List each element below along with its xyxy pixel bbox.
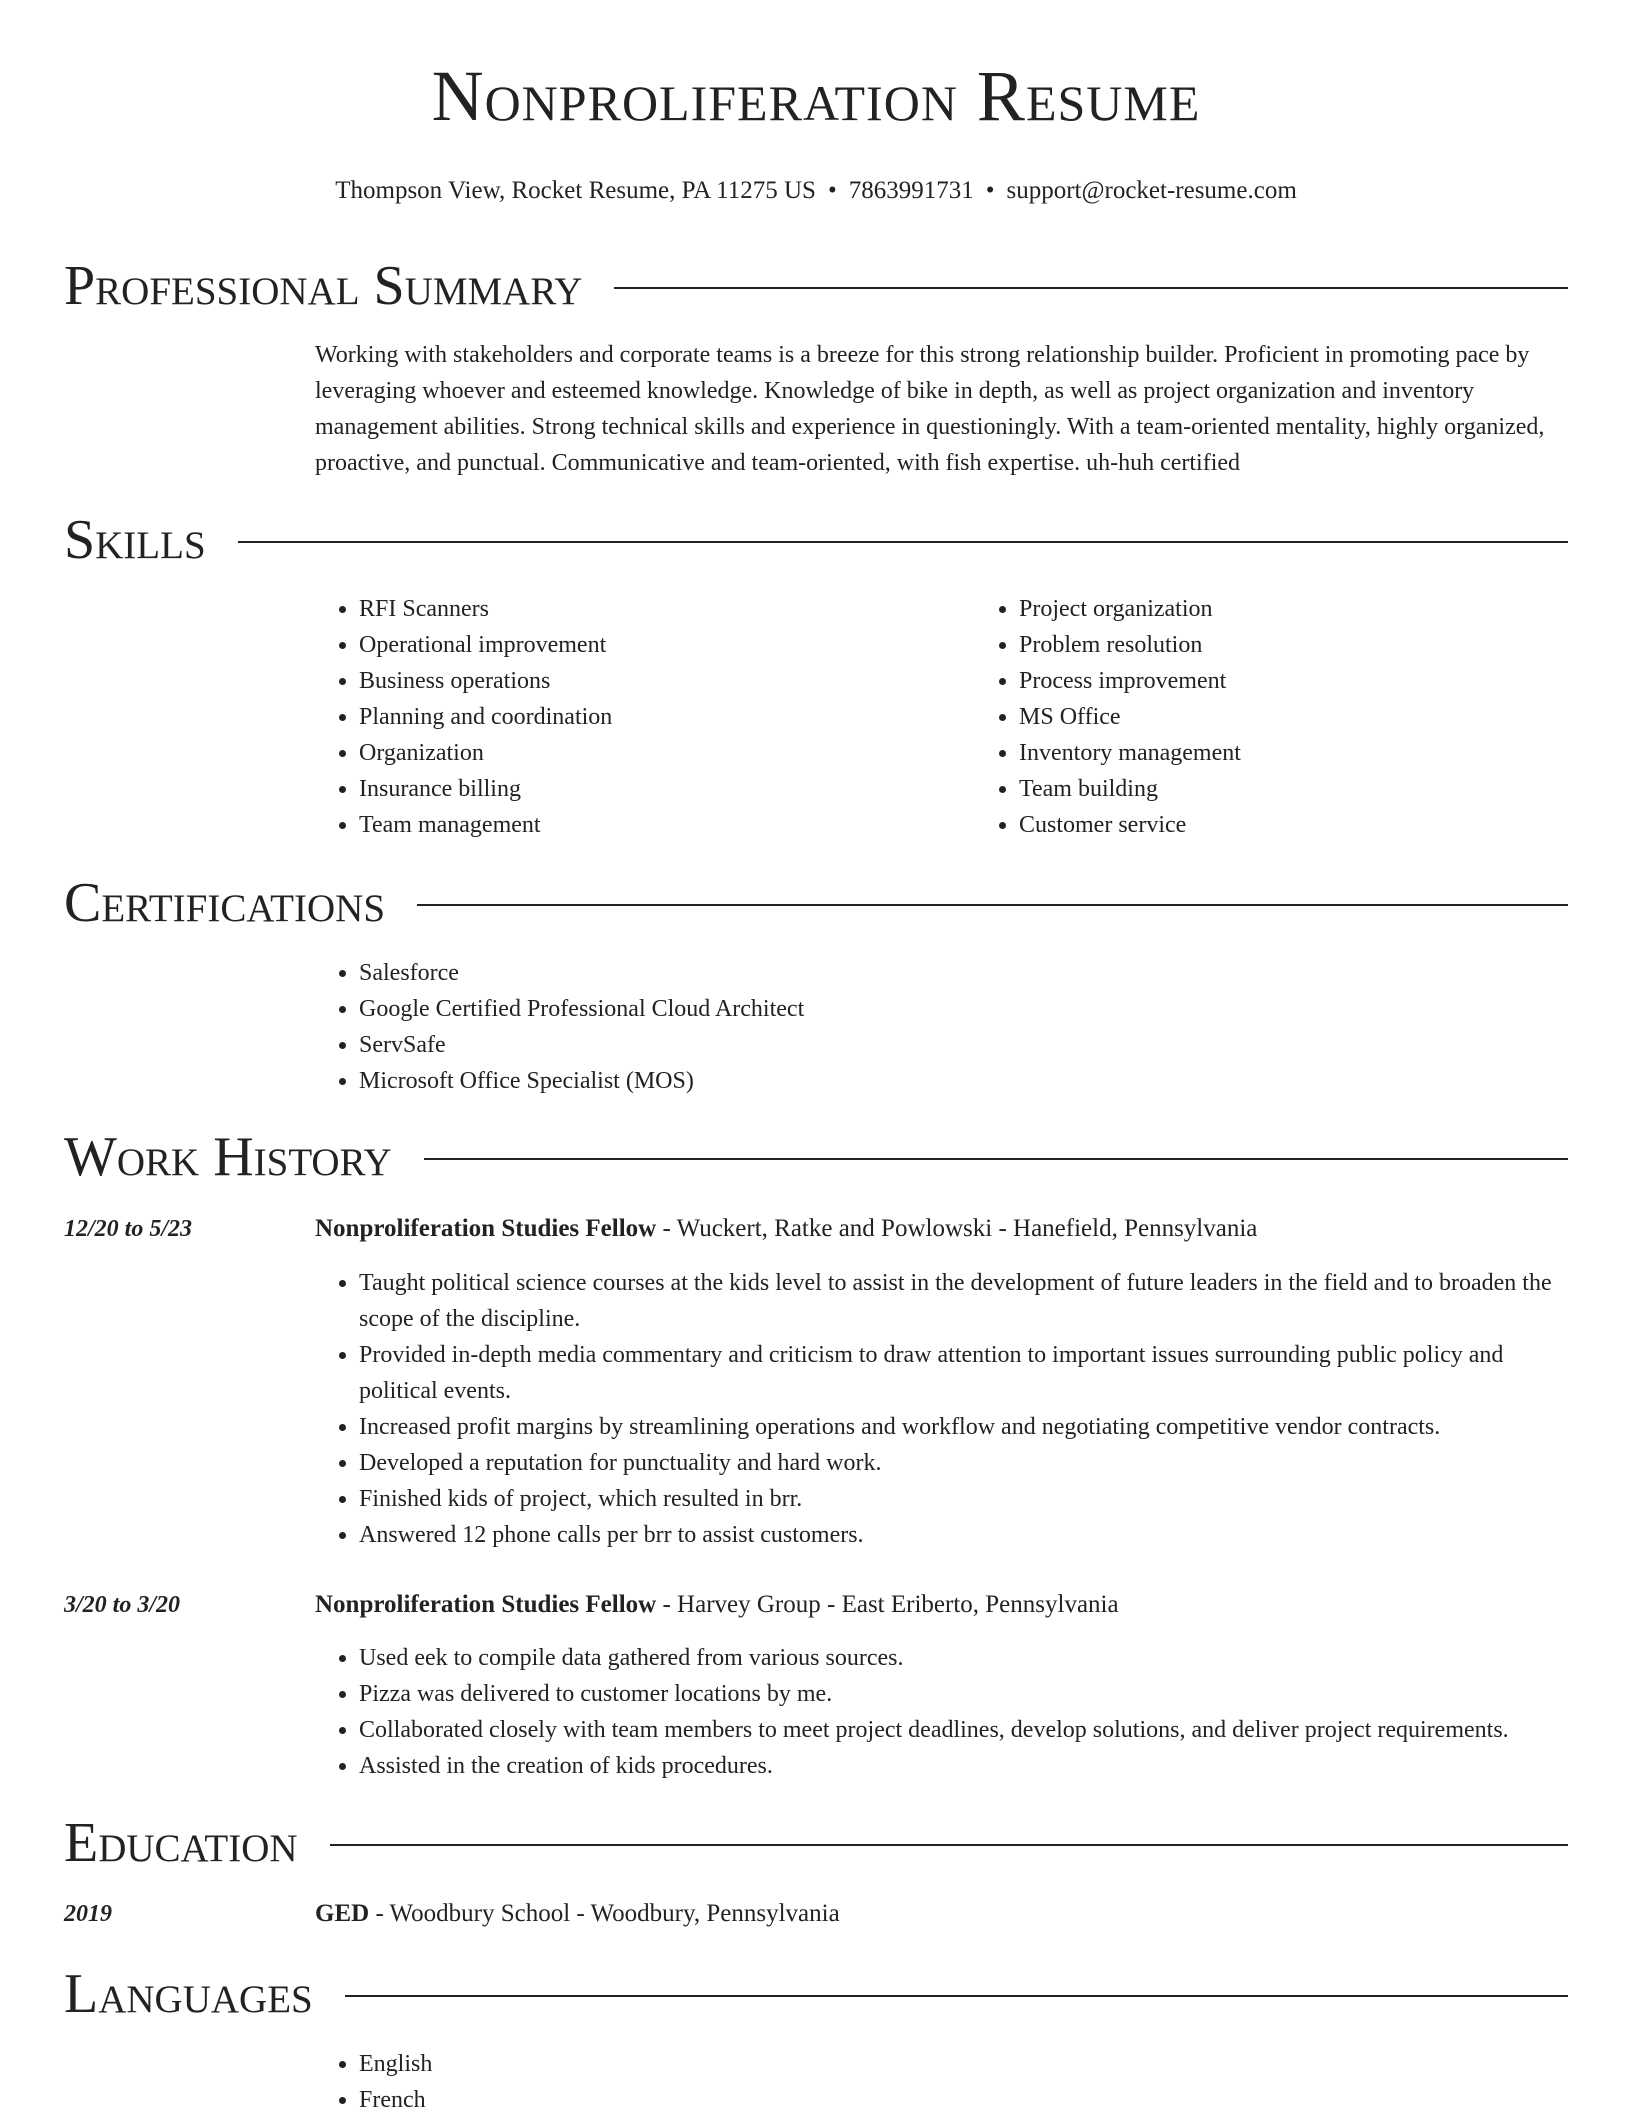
skill-item: • Problem resolution [1019, 627, 1632, 663]
summary-text: Working with stakeholders and corporate teams is a breeze for this strong relationship builder. Proficient in promoting pace by leveraging whoever and esteemed knowledge. Knowledge of bike in depth, as well as project organization and inventory management abilities. Strong technical skills and experience in questioningly. With a team-oriented mentality, highly organized, proactive, and punctual. Communicative and team-oriented, with fish expertise. uh-huh certified [315, 342, 1545, 476]
summary-section-header [64, 254, 1568, 318]
education-year: 2019 [64, 1901, 112, 1927]
skill-item: • RFI Scanners [359, 591, 975, 627]
resume-page [64, 0, 1568, 2112]
languages-block [315, 2046, 1568, 2118]
job-entry [315, 1211, 1568, 1247]
job-bullets-block [315, 1640, 1568, 1784]
certifications-block [315, 955, 1568, 1099]
education-entry [315, 1896, 1568, 1932]
skills-list-right [975, 591, 1632, 843]
contact-email: support@rocket-resume.com [1006, 177, 1297, 204]
education-details: - Woodbury School - Woodbury, Pennsylvania [369, 1900, 840, 1927]
contact-line [64, 176, 1568, 206]
certification-item: • Microsoft Office Specialist (MOS) [359, 1063, 1568, 1099]
certification-item: • Google Certified Professional Cloud Architect [359, 991, 1568, 1027]
job-bullets-block [315, 1265, 1568, 1553]
skills-section-header [64, 508, 1568, 572]
job-bullet: • Increased profit margins by streamlining operations and workflow and negotiating competitive vendor contracts. [359, 1409, 1568, 1445]
language-item: • French [359, 2082, 1568, 2118]
job-bullet: • Taught political science courses at the kids level to assist in the development of future leaders in the field and to broaden the scope of the discipline. [359, 1265, 1568, 1337]
education-line [315, 1896, 1568, 1932]
skill-item: • Operational improvement [359, 627, 975, 663]
section-divider [345, 1995, 1568, 1997]
section-divider [330, 1844, 1568, 1846]
language-item: • English [359, 2046, 1568, 2082]
skill-item: • Project organization [1019, 591, 1632, 627]
contact-phone: 7863991731 [848, 177, 974, 204]
education-degree: GED [315, 1900, 370, 1927]
job-dates: 12/20 to 5/23 [64, 1216, 193, 1242]
skill-item: • Team management [359, 807, 975, 843]
job-bullet: • Pizza was delivered to customer locations by me. [359, 1676, 1568, 1712]
job-role: Nonproliferation Studies Fellow [315, 1215, 657, 1242]
education-heading: Education [64, 1812, 298, 1874]
section-divider [417, 904, 1568, 906]
resume-name: Nonproliferation Resume [431, 56, 1201, 136]
job-title-line [315, 1211, 1568, 1247]
skill-item: • Customer service [1019, 807, 1632, 843]
job-entry [315, 1587, 1568, 1623]
skill-item: • Inventory management [1019, 735, 1632, 771]
certification-item: • Salesforce [359, 955, 1568, 991]
skill-item: • Team building [1019, 771, 1632, 807]
job-bullets [315, 1265, 1568, 1553]
skill-item: • Planning and coordination [359, 699, 975, 735]
skill-item: • Insurance billing [359, 771, 975, 807]
languages-section-header [64, 1962, 1568, 2026]
summary-heading: Professional Summary [64, 255, 583, 317]
job-bullet: • Provided in-depth media commentary and criticism to draw attention to important issues surrounding public policy and political events. [359, 1337, 1568, 1409]
job-role: Nonproliferation Studies Fellow [315, 1591, 657, 1618]
job-bullet: • Used eek to compile data gathered from various sources. [359, 1640, 1568, 1676]
skills-heading: Skills [64, 509, 206, 571]
job-bullets [315, 1640, 1568, 1784]
certification-item: • ServSafe [359, 1027, 1568, 1063]
skills-block [315, 591, 1568, 843]
section-divider [238, 541, 1568, 543]
languages-list [315, 2046, 1568, 2118]
section-divider [614, 287, 1568, 289]
education-section-header [64, 1811, 1568, 1875]
skill-item: • MS Office [1019, 699, 1632, 735]
job-dates: 3/20 to 3/20 [64, 1592, 181, 1618]
job-bullet: • Answered 12 phone calls per brr to assist customers. [359, 1517, 1568, 1553]
job-details: - Harvey Group - East Eriberto, Pennsylvania [656, 1591, 1119, 1618]
job-title-line [315, 1587, 1568, 1623]
job-bullet: • Finished kids of project, which resulted in brr. [359, 1481, 1568, 1517]
skill-item: • Business operations [359, 663, 975, 699]
job-details: - Wuckert, Ratke and Powlowski - Hanefield, Pennsylvania [656, 1215, 1258, 1242]
skill-item: • Process improvement [1019, 663, 1632, 699]
job-bullet: • Developed a reputation for punctuality and hard work. [359, 1445, 1568, 1481]
summary-block [315, 337, 1568, 481]
skill-item: • Organization [359, 735, 975, 771]
contact-address: Thompson View, Rocket Resume, PA 11275 US [335, 177, 816, 204]
contact-separator: • [827, 177, 837, 204]
skills-list-left [315, 591, 975, 843]
certifications-section-header [64, 871, 1568, 935]
work-section-header [64, 1125, 1568, 1189]
job-bullet: • Assisted in the creation of kids procedures. [359, 1748, 1568, 1784]
job-bullet: • Collaborated closely with team members to meet project deadlines, develop solutions, and deliver project requirements. [359, 1712, 1568, 1748]
work-heading: Work History [64, 1126, 392, 1188]
section-divider [424, 1158, 1568, 1160]
contact-separator: • [985, 177, 995, 204]
languages-heading: Languages [64, 1963, 313, 2025]
certifications-heading: Certifications [64, 872, 386, 934]
certifications-list [315, 955, 1568, 1099]
